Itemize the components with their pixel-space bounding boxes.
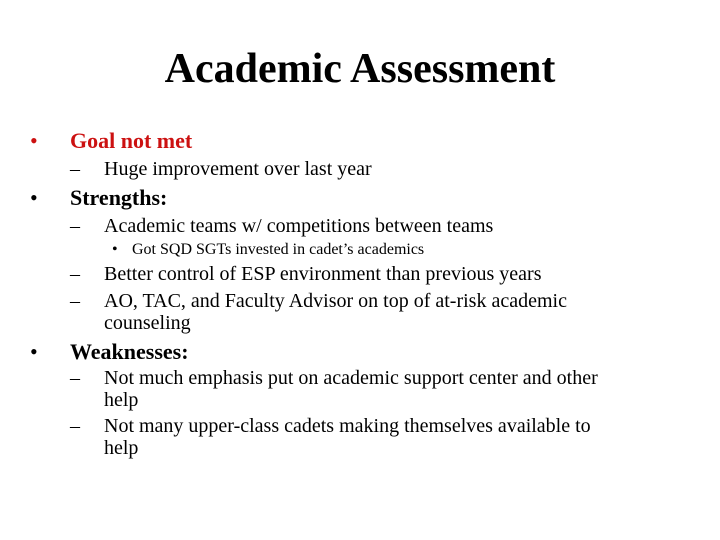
sub-bullet-upper-class-line2: help <box>104 437 139 459</box>
sub-bullet-ao-tac-line1: AO, TAC, and Faculty Advisor on top of at-risk academic <box>104 290 567 312</box>
bullet-level3: • <box>112 241 118 258</box>
bullet-level2: – <box>70 158 80 180</box>
bullet-level2: – <box>70 290 80 312</box>
bullet-level1: • <box>30 128 38 153</box>
sub-sub-bullet-sqd-sgts: Got SQD SGTs invested in cadet’s academics <box>132 241 425 258</box>
slide-title: Academic Assessment <box>164 46 556 92</box>
bullet-level2: – <box>70 367 80 389</box>
sub-bullet-academic-teams: Academic teams w/ competitions between teams <box>104 215 494 237</box>
bullet-level2: – <box>70 263 80 285</box>
bullet-level1: • <box>30 185 38 210</box>
bullet-strengths: Strengths: <box>70 185 168 210</box>
sub-bullet-academic-support-line2: help <box>104 389 139 411</box>
bullet-level2: – <box>70 215 80 237</box>
sub-bullet-ao-tac-line2: counseling <box>104 312 191 334</box>
sub-bullet-esp-environment: Better control of ESP environment than previous years <box>104 263 542 285</box>
bullet-level2: – <box>70 415 80 437</box>
bullet-weaknesses: Weaknesses: <box>70 339 189 364</box>
sub-bullet-upper-class-line1: Not many upper-class cadets making themselves available to <box>104 415 591 437</box>
bullet-goal-not-met: Goal not met <box>70 128 193 153</box>
sub-bullet-academic-support-line1: Not much emphasis put on academic support center and other <box>104 367 598 389</box>
bullet-level1: • <box>30 339 38 364</box>
sub-bullet-huge-improvement: Huge improvement over last year <box>104 158 372 180</box>
